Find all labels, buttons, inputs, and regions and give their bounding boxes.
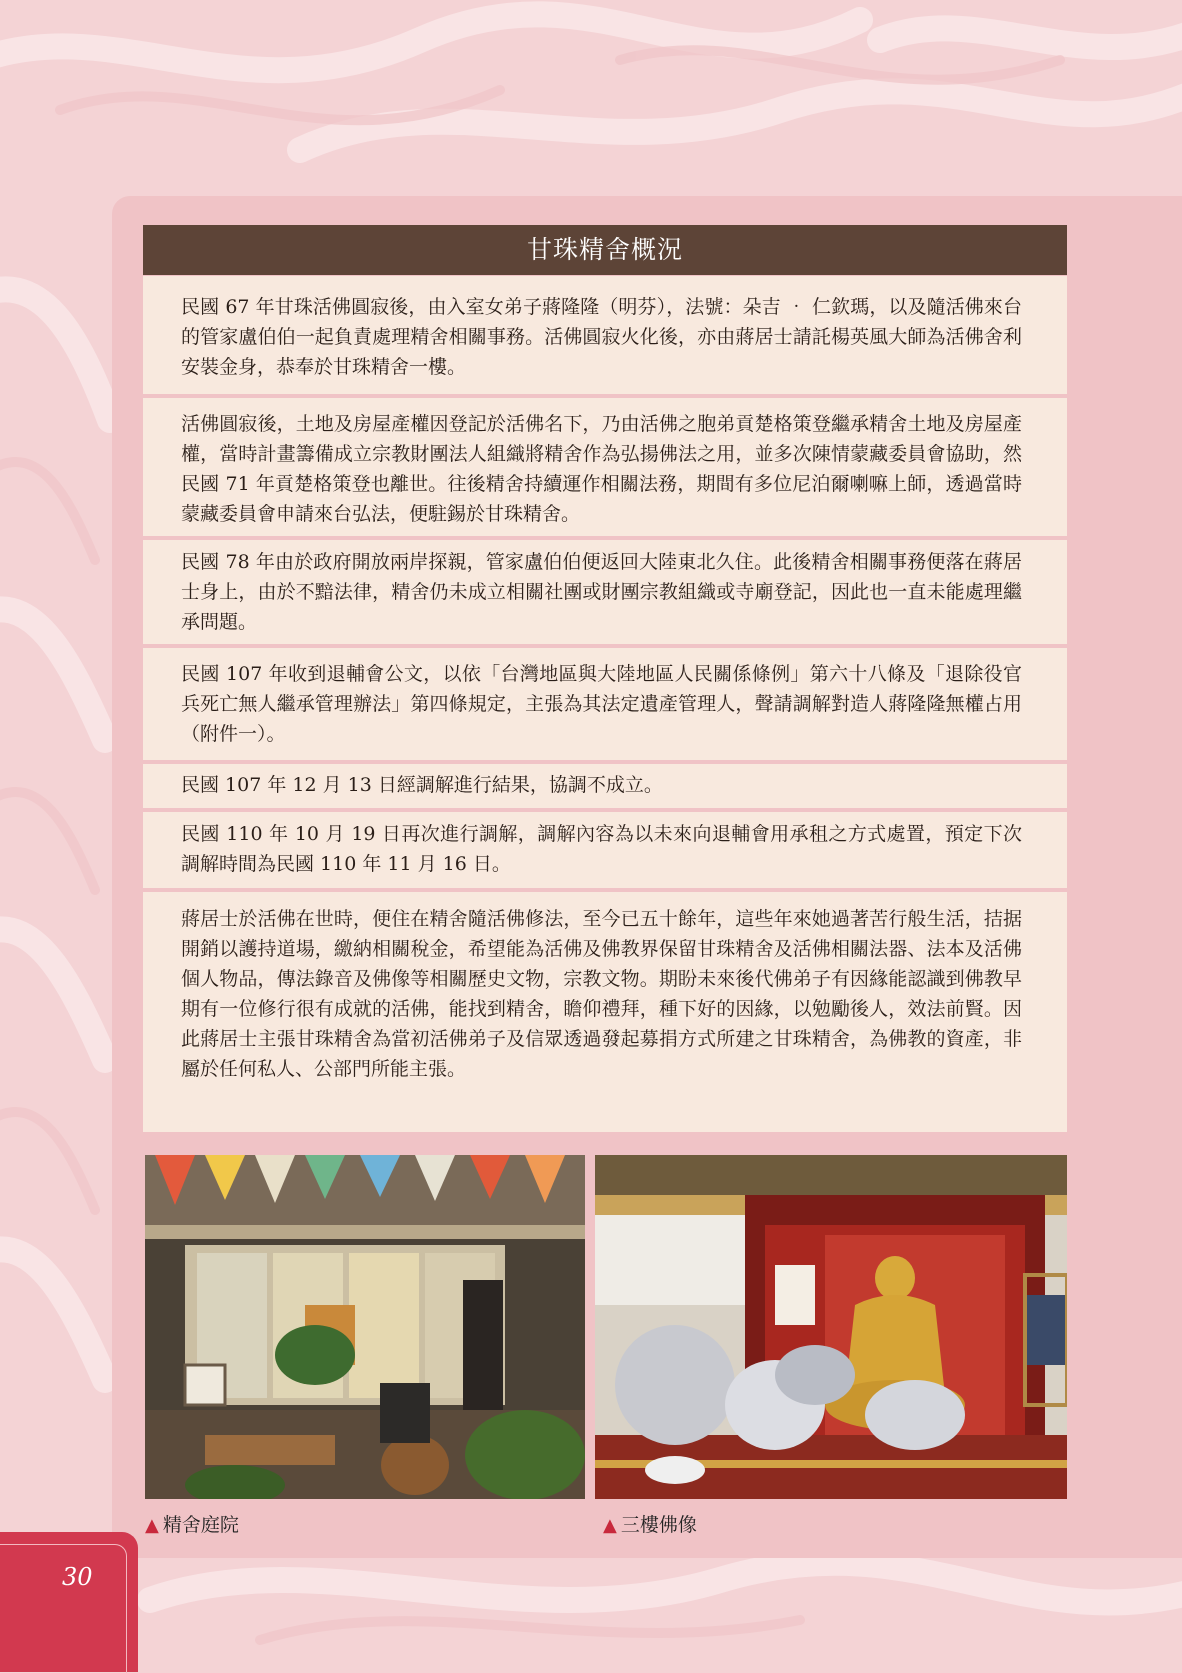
paragraph-block xyxy=(143,764,1067,808)
paragraph-block xyxy=(143,648,1067,760)
photo-caption xyxy=(603,1510,697,1537)
caption-text: 精舍庭院 xyxy=(162,1514,239,1536)
paragraph-text: 民國 107 年 12 月 13 日經調解進行結果，協調不成立。 xyxy=(181,774,663,796)
paragraph-text: 民國 67 年甘珠活佛圓寂後，由入室女弟子蔣隆隆（明芬），法號：朵吉 ‧ 仁欽瑪，以及隨活佛來台的管家盧伯伯一起負責處理精舍相關事務。活佛圓寂火化後，亦由蔣居士請託楊英風大師為活佛舍利安裝金身，恭奉於甘珠精舍一樓。 xyxy=(181,296,1022,378)
paragraph-text: 民國 78 年由於政府開放兩岸探親，管家盧伯伯便返回大陸東北久住。此後精舍相關事務便落在蔣居士身上，由於不黯法律，精舍仍未成立相關社團或財團宗教組織或寺廟登記，因此也一直未能處理繼承問題。 xyxy=(181,551,1022,633)
triangle-up-icon: ▲ xyxy=(603,1515,617,1536)
paragraph-block xyxy=(143,540,1067,644)
buddha-statue-photo xyxy=(595,1155,1067,1499)
paragraph-text: 蔣居士於活佛在世時，便住在精舍隨活佛修法，至今已五十餘年，這些年來她過著苦行般生活，拮据開銷以護持道場，繳納相關稅金，希望能為活佛及佛教界保留甘珠精舍及活佛相關法器、法本及活佛個人物品，傳法錄音及佛像等相關歷史文物，宗教文物。期盼未來後代佛弟子有因緣能認識到佛教早期有一位修行很有成就的活佛，能找到精舍，瞻仰禮拜，種下好的因緣，以勉勵後人，效法前賢。因此蔣居士主張甘珠精舍為當初活佛弟子及信眾透過發起募捐方式所建之甘珠精舍，為佛教的資產，非屬於任何私人、公部門所能主張。 xyxy=(181,908,1022,1080)
paragraph-text: 民國 110 年 10 月 19 日再次進行調解，調解內容為以未來向退輔會用承租之方式處置，預定下次調解時間為民國 110 年 11 月 16 日。 xyxy=(181,823,1022,875)
courtyard-photo xyxy=(145,1155,585,1499)
paragraph-text: 活佛圓寂後，土地及房屋產權因登記於活佛名下，乃由活佛之胞弟貢楚格策登繼承精舍土地及房屋產權，當時計畫籌備成立宗教財團法人組織將精舍作為弘揚佛法之用，並多次陳情蒙藏委員會協助，然民國 71 年貢楚格策登也離世。往後精舍持續運作相關法務，期間有多位尼泊爾喇嘛上師，透過當時蒙藏委員會申請來台弘法，便駐錫於甘珠精舍。 xyxy=(181,413,1022,525)
triangle-up-icon: ▲ xyxy=(145,1515,159,1536)
caption-text: 三樓佛像 xyxy=(620,1514,697,1536)
paragraph-text: 民國 107 年收到退輔會公文，以依「台灣地區與大陸地區人民關係條例」第六十八條及「退除役官兵死亡無人繼承管理辦法」第四條規定，主張為其法定遺產管理人，聲請調解對造人蔣隆隆無權占用（附件一）。 xyxy=(181,663,1022,745)
section-title: 甘珠精舍概況 xyxy=(143,225,1067,275)
paragraph-block xyxy=(143,812,1067,888)
photo-caption xyxy=(145,1510,239,1537)
paragraph-block xyxy=(143,398,1067,536)
page-number: 30 xyxy=(62,1563,93,1591)
paragraph-block xyxy=(143,892,1067,1132)
paragraph-block xyxy=(143,276,1067,394)
